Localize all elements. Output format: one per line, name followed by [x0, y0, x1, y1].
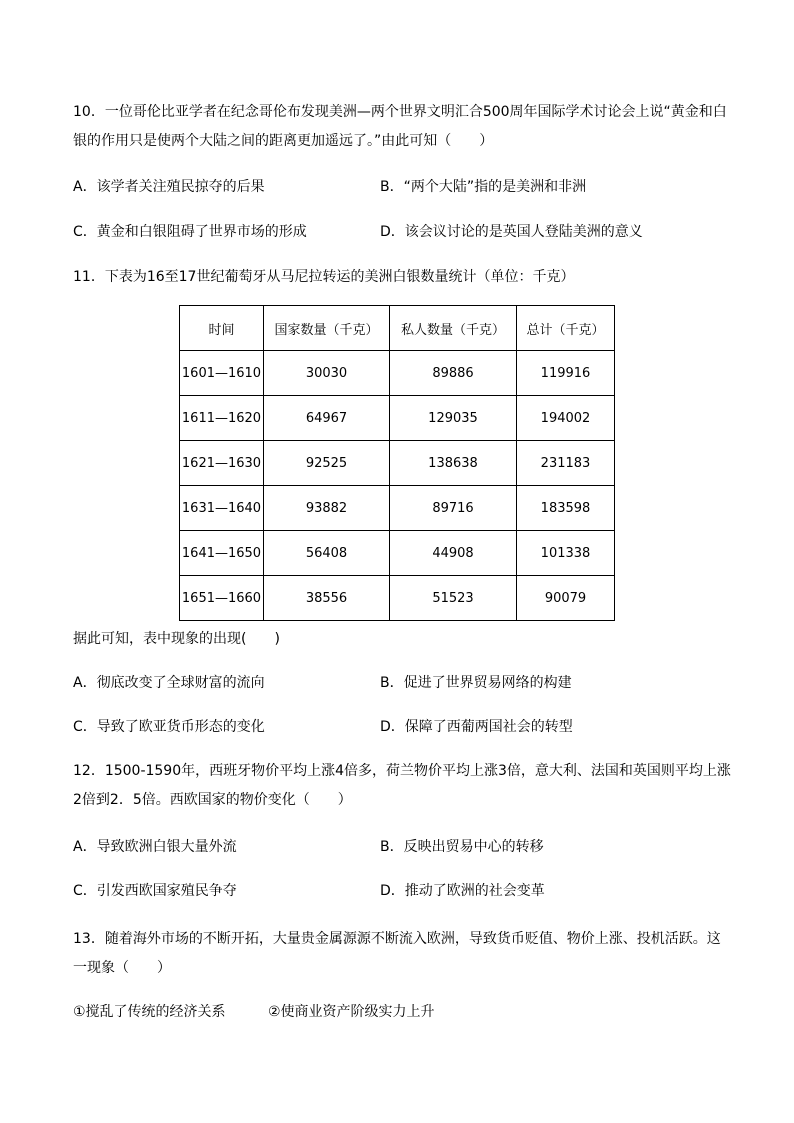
table-cell: 56408	[264, 531, 390, 576]
table-cell: 1611—1620	[180, 396, 264, 441]
q12-option-c: C．引发西欧国家殖民争夺	[73, 883, 237, 899]
q12-option-a: A．导致欧洲白银大量外流	[73, 839, 237, 855]
table-row	[180, 396, 615, 441]
table-cell: 38556	[264, 576, 390, 621]
question-12-stem: 12．1500-1590年，西班牙物价平均上涨4倍多，荷兰物价平均上涨3倍，意大利、法国和英国则平均上涨2倍到2．5倍。西欧国家的物价变化（ ）	[73, 763, 731, 808]
table-cell: 89716	[390, 486, 517, 531]
table-cell: 129035	[390, 396, 517, 441]
table-cell: 194002	[517, 396, 615, 441]
q11-option-c: C．导致了欧亚货币形态的变化	[73, 719, 265, 735]
table-cell: 90079	[517, 576, 615, 621]
table-cell: 231183	[517, 441, 615, 486]
q13-item-1: ①搅乱了传统的经济关系	[73, 1004, 226, 1020]
table-cell: 183598	[517, 486, 615, 531]
table-cell: 30030	[264, 351, 390, 396]
table-cell: 1621—1630	[180, 441, 264, 486]
table-cell: 101338	[517, 531, 615, 576]
table-cell: 1601—1610	[180, 351, 264, 396]
table-row	[180, 351, 615, 396]
table-cell: 44908	[390, 531, 517, 576]
table-header-row	[180, 306, 615, 351]
table-header-cell: 时间	[180, 306, 264, 351]
q10-option-d: D．该会议讨论的是英国人登陆美洲的意义	[380, 224, 643, 240]
table-cell: 51523	[390, 576, 517, 621]
q13-item-2: ②使商业资产阶级实力上升	[268, 1004, 435, 1020]
q11-option-a: A．彻底改变了全球财富的流向	[73, 675, 265, 691]
table-row	[180, 531, 615, 576]
table-row	[180, 576, 615, 621]
table-cell: 64967	[264, 396, 390, 441]
question-13-stem: 13．随着海外市场的不断开拓，大量贵金属源源不断流入欧洲，导致货币贬值、物价上涨、投机活跃。这一现象（ ）	[73, 931, 721, 976]
q10-option-a: A．该学者关注殖民掠夺的后果	[73, 179, 265, 195]
table-row	[180, 441, 615, 486]
silver-table	[179, 305, 615, 621]
q10-option-b: B．“两个大陆”指的是美洲和非洲	[380, 179, 587, 195]
table-cell: 1651—1660	[180, 576, 264, 621]
table-header-cell: 私人数量（千克）	[390, 306, 517, 351]
question-11-followup: 据此可知，表中现象的出现( )	[73, 631, 280, 647]
table-cell: 1641—1650	[180, 531, 264, 576]
q11-option-b: B．促进了世界贸易网络的构建	[380, 675, 572, 691]
question-10-stem: 10．一位哥伦比亚学者在纪念哥伦布发现美洲—两个世界文明汇合500周年国际学术讨论会上说“黄金和白银的作用只是使两个大陆之间的距离更加遥远了。”由此可知（ ）	[73, 104, 727, 149]
question-11-stem: 11．下表为16至17世纪葡萄牙从马尼拉转运的美洲白银数量统计（单位：千克）	[73, 269, 575, 285]
table-cell: 1631—1640	[180, 486, 264, 531]
q12-option-d: D．推动了欧洲的社会变革	[380, 883, 545, 899]
table-header-cell: 国家数量（千克）	[264, 306, 390, 351]
table-cell: 93882	[264, 486, 390, 531]
table-row	[180, 486, 615, 531]
q10-option-c: C．黄金和白银阻碍了世界市场的形成	[73, 224, 307, 240]
table-cell: 138638	[390, 441, 517, 486]
table-cell: 119916	[517, 351, 615, 396]
table-cell: 89886	[390, 351, 517, 396]
table-cell: 92525	[264, 441, 390, 486]
q12-option-b: B．反映出贸易中心的转移	[380, 839, 544, 855]
q11-option-d: D．保障了西葡两国社会的转型	[380, 719, 573, 735]
table-header-cell: 总计（千克）	[517, 306, 615, 351]
